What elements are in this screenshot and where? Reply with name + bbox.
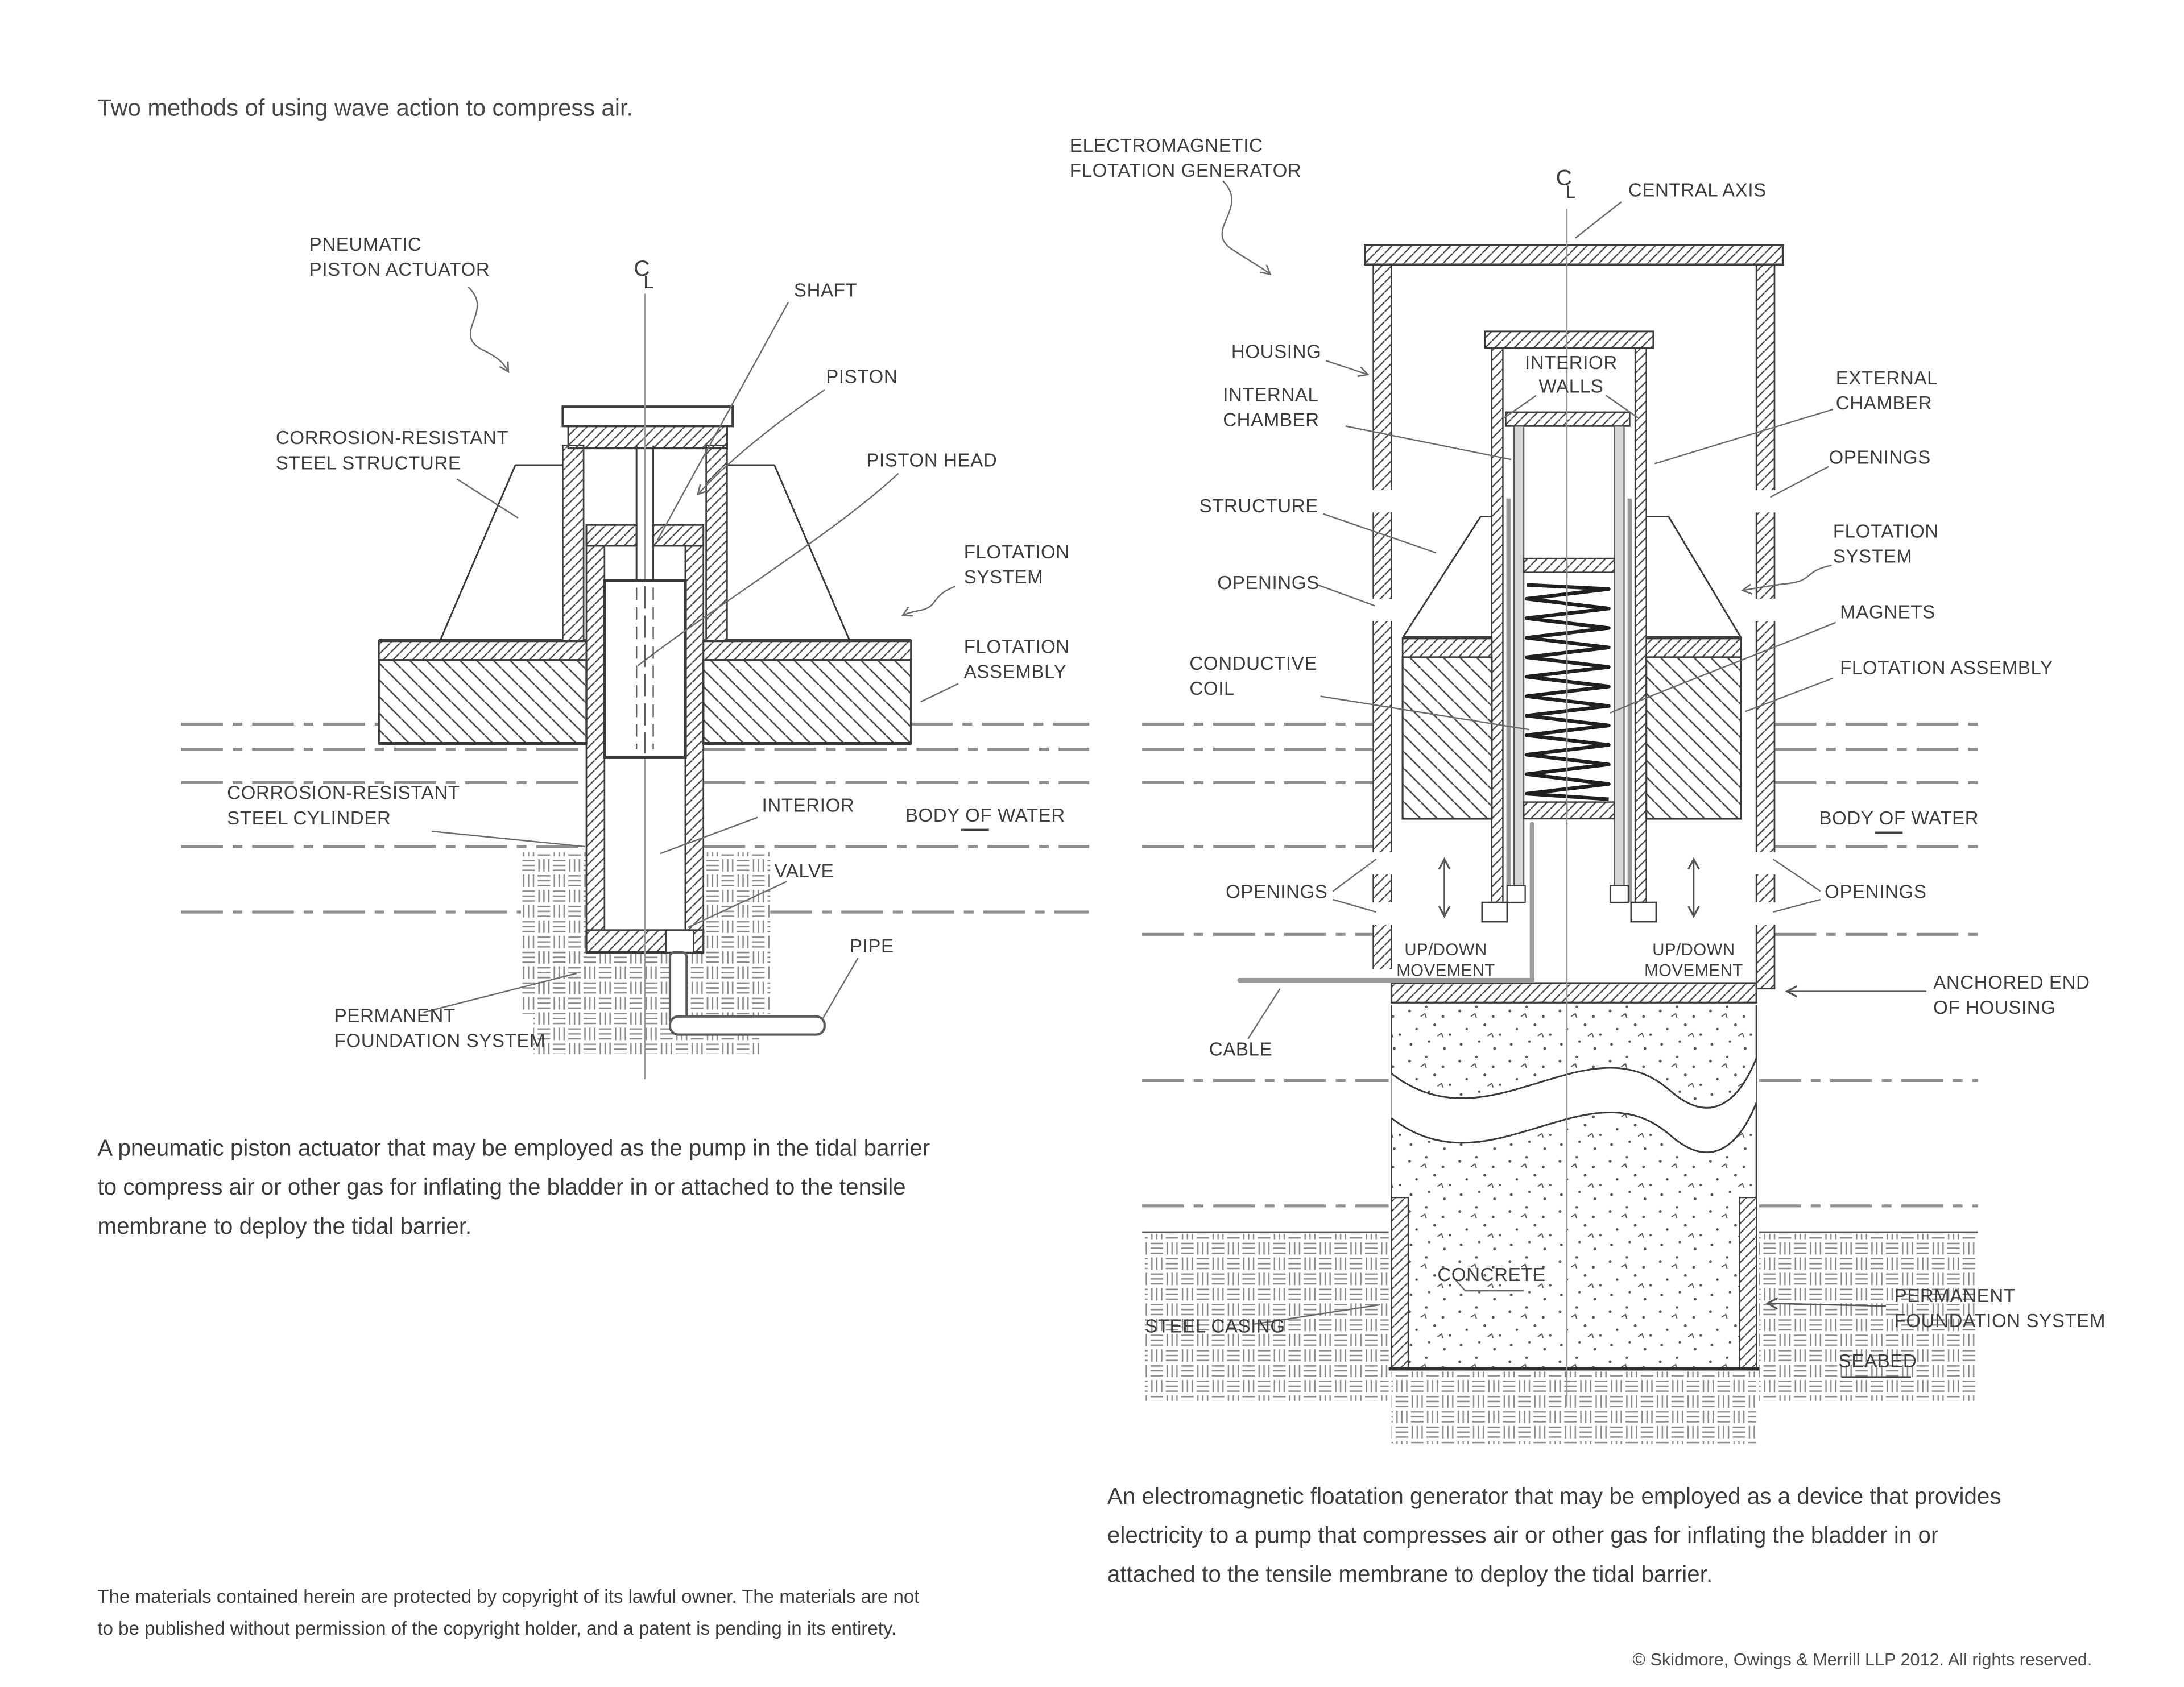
internal-chamber-wall-right — [1614, 426, 1624, 897]
label-perm-foundation-1: PERMANENT — [1894, 1285, 2016, 1307]
label-central-axis: CENTRAL AXIS — [1628, 180, 1767, 201]
leader-steel-cylinder — [432, 831, 585, 847]
page-title: Two methods of using wave action to compress air. — [97, 94, 634, 121]
anchored-end-band — [1392, 983, 1757, 1002]
centerline-mark-right — [1556, 166, 1576, 202]
leader-openings-upper-left — [1318, 585, 1375, 606]
right-caption-line3: attached to the tensile membrane to deploy the tidal barrier. — [1107, 1561, 1713, 1587]
leader-pneumatic — [468, 287, 508, 371]
label-housing: HOUSING — [1231, 341, 1322, 363]
label-piston-head: PISTON HEAD — [866, 450, 998, 471]
label-interior-walls-1: INTERIOR — [1525, 352, 1618, 374]
label-seabed: SEABED — [1838, 1350, 1917, 1372]
coil-top-cap — [1524, 558, 1614, 572]
leader-emf-generator — [1222, 181, 1271, 274]
copyright-notice: © Skidmore, Owings & Merrill LLP 2012. All rights reserved. — [1632, 1649, 2092, 1669]
interior-walls-top-bar — [1485, 331, 1653, 348]
label-openings-upper-right: OPENINGS — [1829, 447, 1931, 469]
label-emf-2: FLOTATION GENERATOR — [1069, 160, 1302, 182]
label-steel-cylinder-2: STEEL CYLINDER — [227, 807, 391, 829]
label-pneumatic-1: PNEUMATIC — [309, 234, 422, 255]
label-anchored-2: OF HOUSING — [1933, 997, 2056, 1018]
cylinder-wall-left — [586, 546, 605, 930]
label-anchored-1: ANCHORED END — [1933, 972, 2090, 993]
label-updown-right-2: MOVEMENT — [1644, 961, 1743, 980]
label-updown-right-1: UP/DOWN — [1652, 940, 1735, 959]
leader-central-axis — [1575, 202, 1622, 238]
label-openings-lower-right: OPENINGS — [1825, 881, 1927, 903]
svg-text:L: L — [1565, 181, 1576, 202]
label-flotation-system-right-2: SYSTEM — [1833, 546, 1913, 567]
left-caption-line3: membrane to deploy the tidal barrier. — [97, 1212, 472, 1239]
label-openings-lower-left: OPENINGS — [1226, 881, 1328, 903]
right-caption-line1: An electromagnetic floatation generator that may be employed as a device that provides — [1107, 1482, 2001, 1509]
label-flotation-system-1: FLOTATION — [963, 542, 1070, 563]
leader-external-chamber — [1654, 409, 1833, 464]
leader-cable — [1248, 989, 1280, 1039]
label-pneumatic-2: PISTON ACTUATOR — [309, 259, 490, 280]
captions — [97, 1135, 2092, 1669]
right-caption-line2: electricity to a pump that compresses air or other gas for inflating the bladder in or — [1107, 1522, 1939, 1548]
top-cap — [562, 407, 733, 426]
pneumatic-piston-actuator-figure — [181, 234, 1089, 1079]
internal-chamber-wall-left — [1514, 426, 1524, 897]
label-openings-upper-left: OPENINGS — [1217, 572, 1320, 594]
left-caption-line1: A pneumatic piston actuator that may be employed as the pump in the tidal barrier — [97, 1134, 930, 1161]
label-flotation-system-right-1: FLOTATION — [1833, 521, 1939, 542]
svg-text:C: C — [1556, 165, 1572, 190]
label-steel-structure-2: STEEL STRUCTURE — [275, 453, 461, 474]
label-internal-chamber-2: CHAMBER — [1223, 409, 1320, 431]
label-body-of-water-left: BODY OF WATER — [905, 805, 1065, 826]
disclaimer-line1: The materials contained herein are protected by copyright of its lawful owner. The materials are not — [97, 1586, 920, 1607]
label-conductive-coil-2: COIL — [1189, 678, 1235, 700]
left-caption-line2: to compress air or other gas for inflating the bladder in or attached to the tensile — [97, 1174, 906, 1200]
flange-left — [586, 525, 636, 546]
label-foundation-2: FOUNDATION SYSTEM — [334, 1030, 546, 1052]
housing-top-cap — [1365, 245, 1783, 264]
label-piston: PISTON — [826, 366, 898, 388]
centerline-mark-left — [634, 256, 653, 292]
internal-chamber-cap — [1505, 412, 1629, 426]
steel-casing-left — [1392, 1197, 1408, 1369]
coil-bottom-cap — [1524, 802, 1614, 819]
top-cap-hatch-band — [568, 426, 727, 448]
label-interior-walls-2: WALLS — [1538, 376, 1604, 397]
svg-text:L: L — [643, 271, 654, 292]
label-flotation-assembly-2: ASSEMBLY — [963, 661, 1067, 683]
valve-body — [666, 930, 694, 952]
leader-steel-structure — [457, 479, 518, 518]
disclaimer-line2: to be published without permission of the copyright holder, and a patent is pending in its entirety. — [97, 1618, 897, 1640]
steel-casing-right — [1740, 1197, 1756, 1369]
label-updown-left-1: UP/DOWN — [1404, 940, 1487, 959]
label-steel-structure-1: CORROSION-RESISTANT — [275, 428, 509, 449]
structure-trapezoid — [1403, 517, 1741, 638]
svg-text:C: C — [634, 256, 650, 281]
leader-flotation-system — [903, 586, 956, 615]
leader-openings-lower-right — [1773, 859, 1821, 912]
leader-openings-upper-right — [1771, 466, 1829, 497]
label-emf-1: ELECTROMAGNETIC — [1069, 135, 1263, 156]
label-internal-chamber-1: INTERNAL — [1223, 384, 1319, 406]
label-flotation-assembly-right: FLOTATION ASSEMBLY — [1840, 657, 2053, 679]
cylinder-wall-right — [685, 546, 704, 930]
electromagnetic-flotation-generator-figure — [1070, 135, 2106, 1444]
label-pipe: PIPE — [849, 936, 894, 958]
label-interior: INTERIOR — [762, 795, 855, 816]
label-steel-cylinder-1: CORROSION-RESISTANT — [227, 782, 460, 804]
label-valve: VALVE — [774, 860, 834, 882]
housing-wall-right — [1756, 264, 1774, 988]
leader-housing — [1326, 360, 1367, 374]
leader-internal-chamber — [1346, 426, 1511, 459]
label-shaft: SHAFT — [793, 280, 858, 301]
label-steel-casing: STEEL CASING — [1145, 1316, 1285, 1337]
wall-foot-left — [1482, 902, 1507, 922]
housing-wall-left — [1374, 264, 1392, 988]
label-external-chamber-1: EXTERNAL — [1835, 367, 1938, 389]
label-perm-foundation-2: FOUNDATION SYSTEM — [1894, 1310, 2106, 1332]
label-body-of-water-right: BODY OF WATER — [1819, 807, 1979, 829]
leader-pipe — [823, 958, 858, 1018]
label-updown-left-2: MOVEMENT — [1396, 961, 1495, 980]
label-concrete: CONCRETE — [1437, 1265, 1546, 1286]
label-conductive-coil-1: CONDUCTIVE — [1189, 653, 1318, 674]
label-foundation-1: PERMANENT — [334, 1005, 456, 1027]
label-cable: CABLE — [1209, 1039, 1273, 1060]
label-structure: STRUCTURE — [1199, 496, 1318, 517]
leader-openings-lower-left — [1333, 859, 1376, 912]
label-external-chamber-2: CHAMBER — [1835, 392, 1933, 414]
interior-wall-left — [1492, 348, 1503, 912]
leader-flotation-assembly — [921, 683, 958, 702]
wall-foot-right — [1631, 902, 1656, 922]
interior-wall-right — [1635, 348, 1647, 912]
concrete-column — [1389, 1005, 1759, 1369]
label-flotation-assembly-1: FLOTATION — [963, 636, 1070, 658]
label-flotation-system-2: SYSTEM — [963, 567, 1044, 588]
label-magnets: MAGNETS — [1840, 602, 1935, 623]
